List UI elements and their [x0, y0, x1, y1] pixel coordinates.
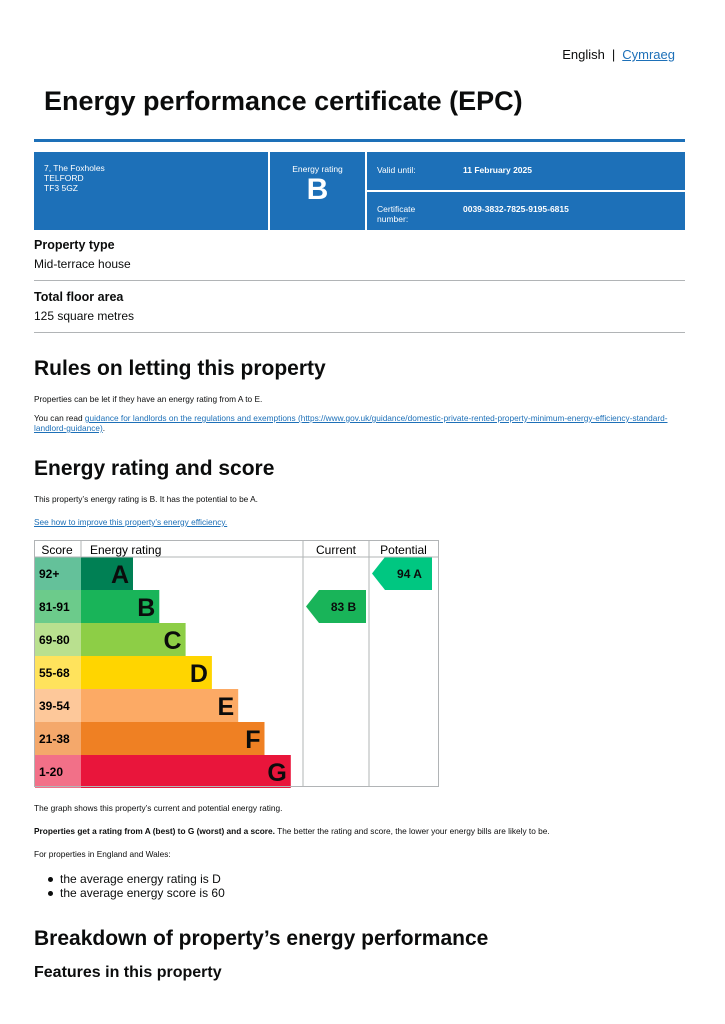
letting-heading: Rules on letting this property — [34, 357, 326, 380]
address-line-3: TF3 5GZ — [44, 183, 79, 193]
certificate-number-label — [377, 204, 415, 224]
certificate-summary — [34, 152, 685, 230]
band-letter-G: G — [267, 759, 287, 787]
property-type-value: Mid-terrace house — [34, 257, 131, 271]
rating-paragraph: This property’s energy rating is B. It has the potential to be A. — [34, 494, 258, 504]
valid-until-value: 11 February 2025 — [463, 165, 532, 175]
average-rating-item: the average energy rating is D — [60, 872, 225, 886]
lang-english: English — [562, 47, 605, 62]
energy-rating-label: Energy rating — [292, 164, 343, 174]
band-bar-E — [81, 689, 238, 722]
features-heading: Features in this property — [34, 964, 222, 981]
certificate-label-line-2: number: — [377, 214, 409, 224]
letting-p2-suffix: . — [102, 423, 106, 433]
averages-list — [60, 872, 225, 900]
current-rating-label: 83 B — [330, 600, 357, 614]
score-label-D: 55-68 — [39, 666, 70, 680]
score-label-F: 21-38 — [39, 732, 70, 746]
letting-paragraph-1: Properties can be let if they have an energy rating from A to E. — [34, 394, 263, 404]
certificate-number-value: 0039-3832-7825-9195-6815 — [463, 204, 569, 214]
rating-heading: Energy rating and score — [34, 457, 275, 480]
address-line-2: TELFORD — [44, 173, 84, 183]
chart-caption: The graph shows this property’s current and potential energy rating. — [34, 803, 283, 813]
floor-area-row — [34, 290, 685, 333]
floor-area-label: Total floor area — [34, 290, 124, 304]
floor-area-value: 125 square metres — [34, 309, 135, 323]
language-switcher — [562, 47, 675, 62]
rating-explanation — [34, 826, 684, 836]
header-current: Current — [315, 543, 357, 557]
improve-efficiency-link[interactable]: See how to improve this property’s energy efficiency. — [34, 517, 228, 527]
score-label-B: 81-91 — [39, 600, 70, 614]
valid-until-cell — [367, 152, 685, 190]
letting-p2-prefix: You can read — [34, 413, 85, 423]
address-block — [34, 152, 268, 230]
lang-welsh-link[interactable]: Cymraeg — [622, 47, 675, 62]
landlord-guidance-link[interactable]: guidance for landlords on the regulations and exemptions (https://www.gov.uk/guidance/domestic-private-rented-property-minimum-energy-efficiency-standard-landlord-guidance) — [34, 413, 668, 433]
improve-link-row — [34, 517, 684, 527]
title-divider — [34, 139, 685, 142]
header-score: Score — [41, 543, 73, 557]
band-letter-B: B — [137, 594, 156, 622]
rating-explanation-bold: Properties get a rating from A (best) to G (worst) and a score. — [34, 826, 275, 836]
lang-separator: | — [611, 47, 616, 62]
page-title: Energy performance certificate (EPC) — [44, 86, 523, 116]
rating-explanation-rest: The better the rating and score, the lower your energy bills are likely to be. — [274, 826, 550, 836]
letting-paragraph-2 — [34, 413, 684, 433]
header-potential: Potential — [380, 543, 427, 557]
energy-rating-cell — [270, 152, 365, 230]
valid-until-label: Valid until: — [377, 165, 416, 175]
band-letter-F: F — [245, 726, 261, 754]
score-label-G: 1-20 — [39, 765, 64, 779]
average-score-item: the average energy score is 60 — [60, 886, 225, 900]
band-bar-G — [81, 755, 291, 788]
band-letter-D: D — [189, 660, 208, 688]
score-label-A: 92+ — [39, 567, 60, 581]
certificate-number-cell — [367, 192, 685, 230]
property-type-row — [34, 238, 685, 281]
band-letter-C: C — [163, 627, 182, 655]
score-label-C: 69-80 — [39, 633, 70, 647]
band-letter-E: E — [217, 693, 235, 721]
certificate-label-line-1: Certificate — [377, 204, 416, 214]
energy-rating-letter: B — [306, 173, 329, 206]
band-bar-F — [81, 722, 265, 755]
header-energy-rating: Energy rating — [90, 543, 162, 557]
breakdown-heading: Breakdown of property’s energy performance — [34, 927, 489, 950]
region-note: For properties in England and Wales: — [34, 849, 171, 859]
property-type-label: Property type — [34, 238, 115, 252]
potential-rating-label: 94 A — [397, 567, 422, 581]
score-label-E: 39-54 — [39, 699, 70, 713]
address-line-1: 7, The Foxholes — [44, 163, 105, 173]
band-letter-A: A — [110, 561, 129, 589]
energy-rating-chart — [34, 540, 440, 789]
